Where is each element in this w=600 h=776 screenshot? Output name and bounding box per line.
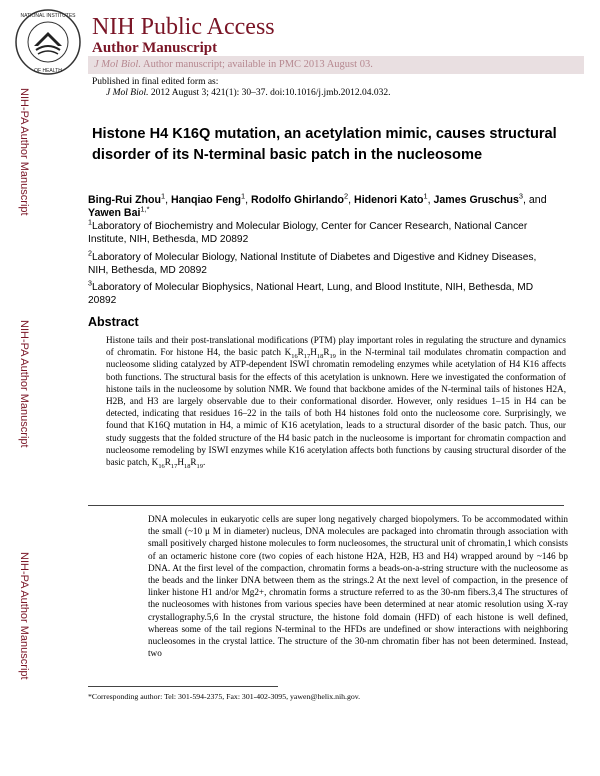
sidebar-watermark-2: NIH-PA Author Manuscript xyxy=(18,320,30,448)
citation-line: J Mol Biol. 2012 August 3; 421(1): 30–37. doi:10.1016/j.jmb.2012.04.032. xyxy=(106,88,391,98)
abstract-divider xyxy=(88,505,564,506)
sidebar-watermark-1: NIH-PA Author Manuscript xyxy=(18,88,30,216)
published-label: Published in final edited form as: xyxy=(92,77,219,87)
paper-title: Histone H4 K16Q mutation, an acetylation mimic, causes structural disorder of its N-terminal basic patch in the nucleosome xyxy=(92,126,557,163)
author-name: James Gruschus xyxy=(433,194,519,206)
affiliation: $^1$Laboratory of Biochemistry and Molecular Biology, Center for Cancer Research, National Cancer Institute, NIH, Bethesda, MD 20892 xyxy=(88,218,528,245)
introduction-text: DNA molecules in eukaryotic cells are super long negatively charged biopolymers. To be accommodated within the small (~10 μ M in diameter) nucleus, DNA molecules are packaged into chromatin through association with small positively charged histone molecules to form nucleosomes, the structural unit of chromatin,1 which consists of an octameric histone core (two copies of each histone H2A, H2B, H3 and H4) wrapped around by ~146 bp DNA. At the first level of the compaction, chromatin forms a beads-on-a-string structure with the nucleosome as the beads and the linker DNA between them as the strings.2 At the next level of compaction, in the presence of linker histone H1 and/or Mg2+, chromatin forms a structure referred to as the 30-nm fibers.3,4 The structures of the nucleosomes with histones from various species have been determined at near atomic resolution using X-ray crystallography.5,6 In the crystal structure, the histone fold domain (HFD) of each histone is well defined, whereas some of the tail regions N-terminal to the HFDs are undefined or show interactions with neighboring nucleosomes in the crystal lattice. The structure of the 30-nm chromatin fiber has not been determined. Instead, two xyxy=(148,514,568,659)
corresponding-author-footnote: *Corresponding author: Tel: 301-594-2375, Fax: 301-402-3095, yawen@helix.nih.gov. xyxy=(88,692,361,701)
author-list: Bing-Rui Zhou$^1$, Hanqiao Feng$^1$, Rodolfo Ghirlando$^2$, Hidenori Kato$^1$, James Gruschus$^3$, and Yawen Bai$^{1,*}$ xyxy=(88,191,547,219)
nih-seal-logo xyxy=(14,8,82,76)
svg-text:OF HEALTH: OF HEALTH xyxy=(34,68,62,74)
author-name: Bing-Rui Zhou xyxy=(88,194,161,206)
footnote-divider xyxy=(88,686,278,687)
svg-text:NATIONAL INSTITUTES: NATIONAL INSTITUTES xyxy=(20,13,76,19)
abstract-heading: Abstract xyxy=(88,315,139,329)
affiliation: $^3$Laboratory of Molecular Biophysics, National Heart, Lung, and Blood Institute, NIH, Bethesda, MD 20892 xyxy=(88,279,534,306)
author-name: Rodolfo Ghirlando xyxy=(251,194,345,206)
header-subtitle: Author Manuscript xyxy=(92,40,218,56)
abstract-text: Histone tails and their post-translational modifications (PTM) play important roles in regulating the structure and dynamics of chromatin. For histone H4, the basic patch $K_{16}R_{17}H_{18}R_{19}$ in the N-terminal tail modulates chromatin compaction and nucleosome sliding catalyzed by ATP-dependent ISWI chromatin remodeling enzymes while acetylation of H4 K16 affects both functions. The structural basis for the effects of this acetylation is unknown. Here we investigated the conformation of histone tails in the nucleosome by solution NMR. We found that backbone amides of the N-terminal tails of histones H2A, H2B, and H3 are largely observable due to their conformational disorder. However, only residues 1–15 in H4 can be detected, indicating that residues 16–22 in the tails of both H4 histones fold onto the nucleosome core. Surprisingly, we found that K16Q mutation in H4, a mimic of K16 acetylation, leads to a structural disorder of the basic patch. Thus, our study suggests that the folded structure of the H4 basic patch in the nucleosome is important for chromatin compaction and nucleosome remodeling by ISWI enzymes while K16 acetylation affects both functions by causing structural disorder of the basic patch, $K_{16}R_{17}H_{18}R_{19}$. xyxy=(106,335,566,470)
author-name: Hanqiao Feng xyxy=(170,194,242,206)
header-availability-note: J Mol Biol. Author manuscript; available in PMC 2013 August 03. xyxy=(94,59,373,70)
header-title: NIH Public Access xyxy=(92,14,275,40)
author-name: Hidenori Kato xyxy=(354,194,424,206)
author-name: Yawen Bai xyxy=(88,207,141,219)
affiliation: $^2$Laboratory of Molecular Biology, National Institute of Diabetes and Digestive and Kidney Diseases, NIH, Bethesda, MD 20892 xyxy=(88,249,537,276)
sidebar-watermark-3: NIH-PA Author Manuscript xyxy=(18,552,30,680)
